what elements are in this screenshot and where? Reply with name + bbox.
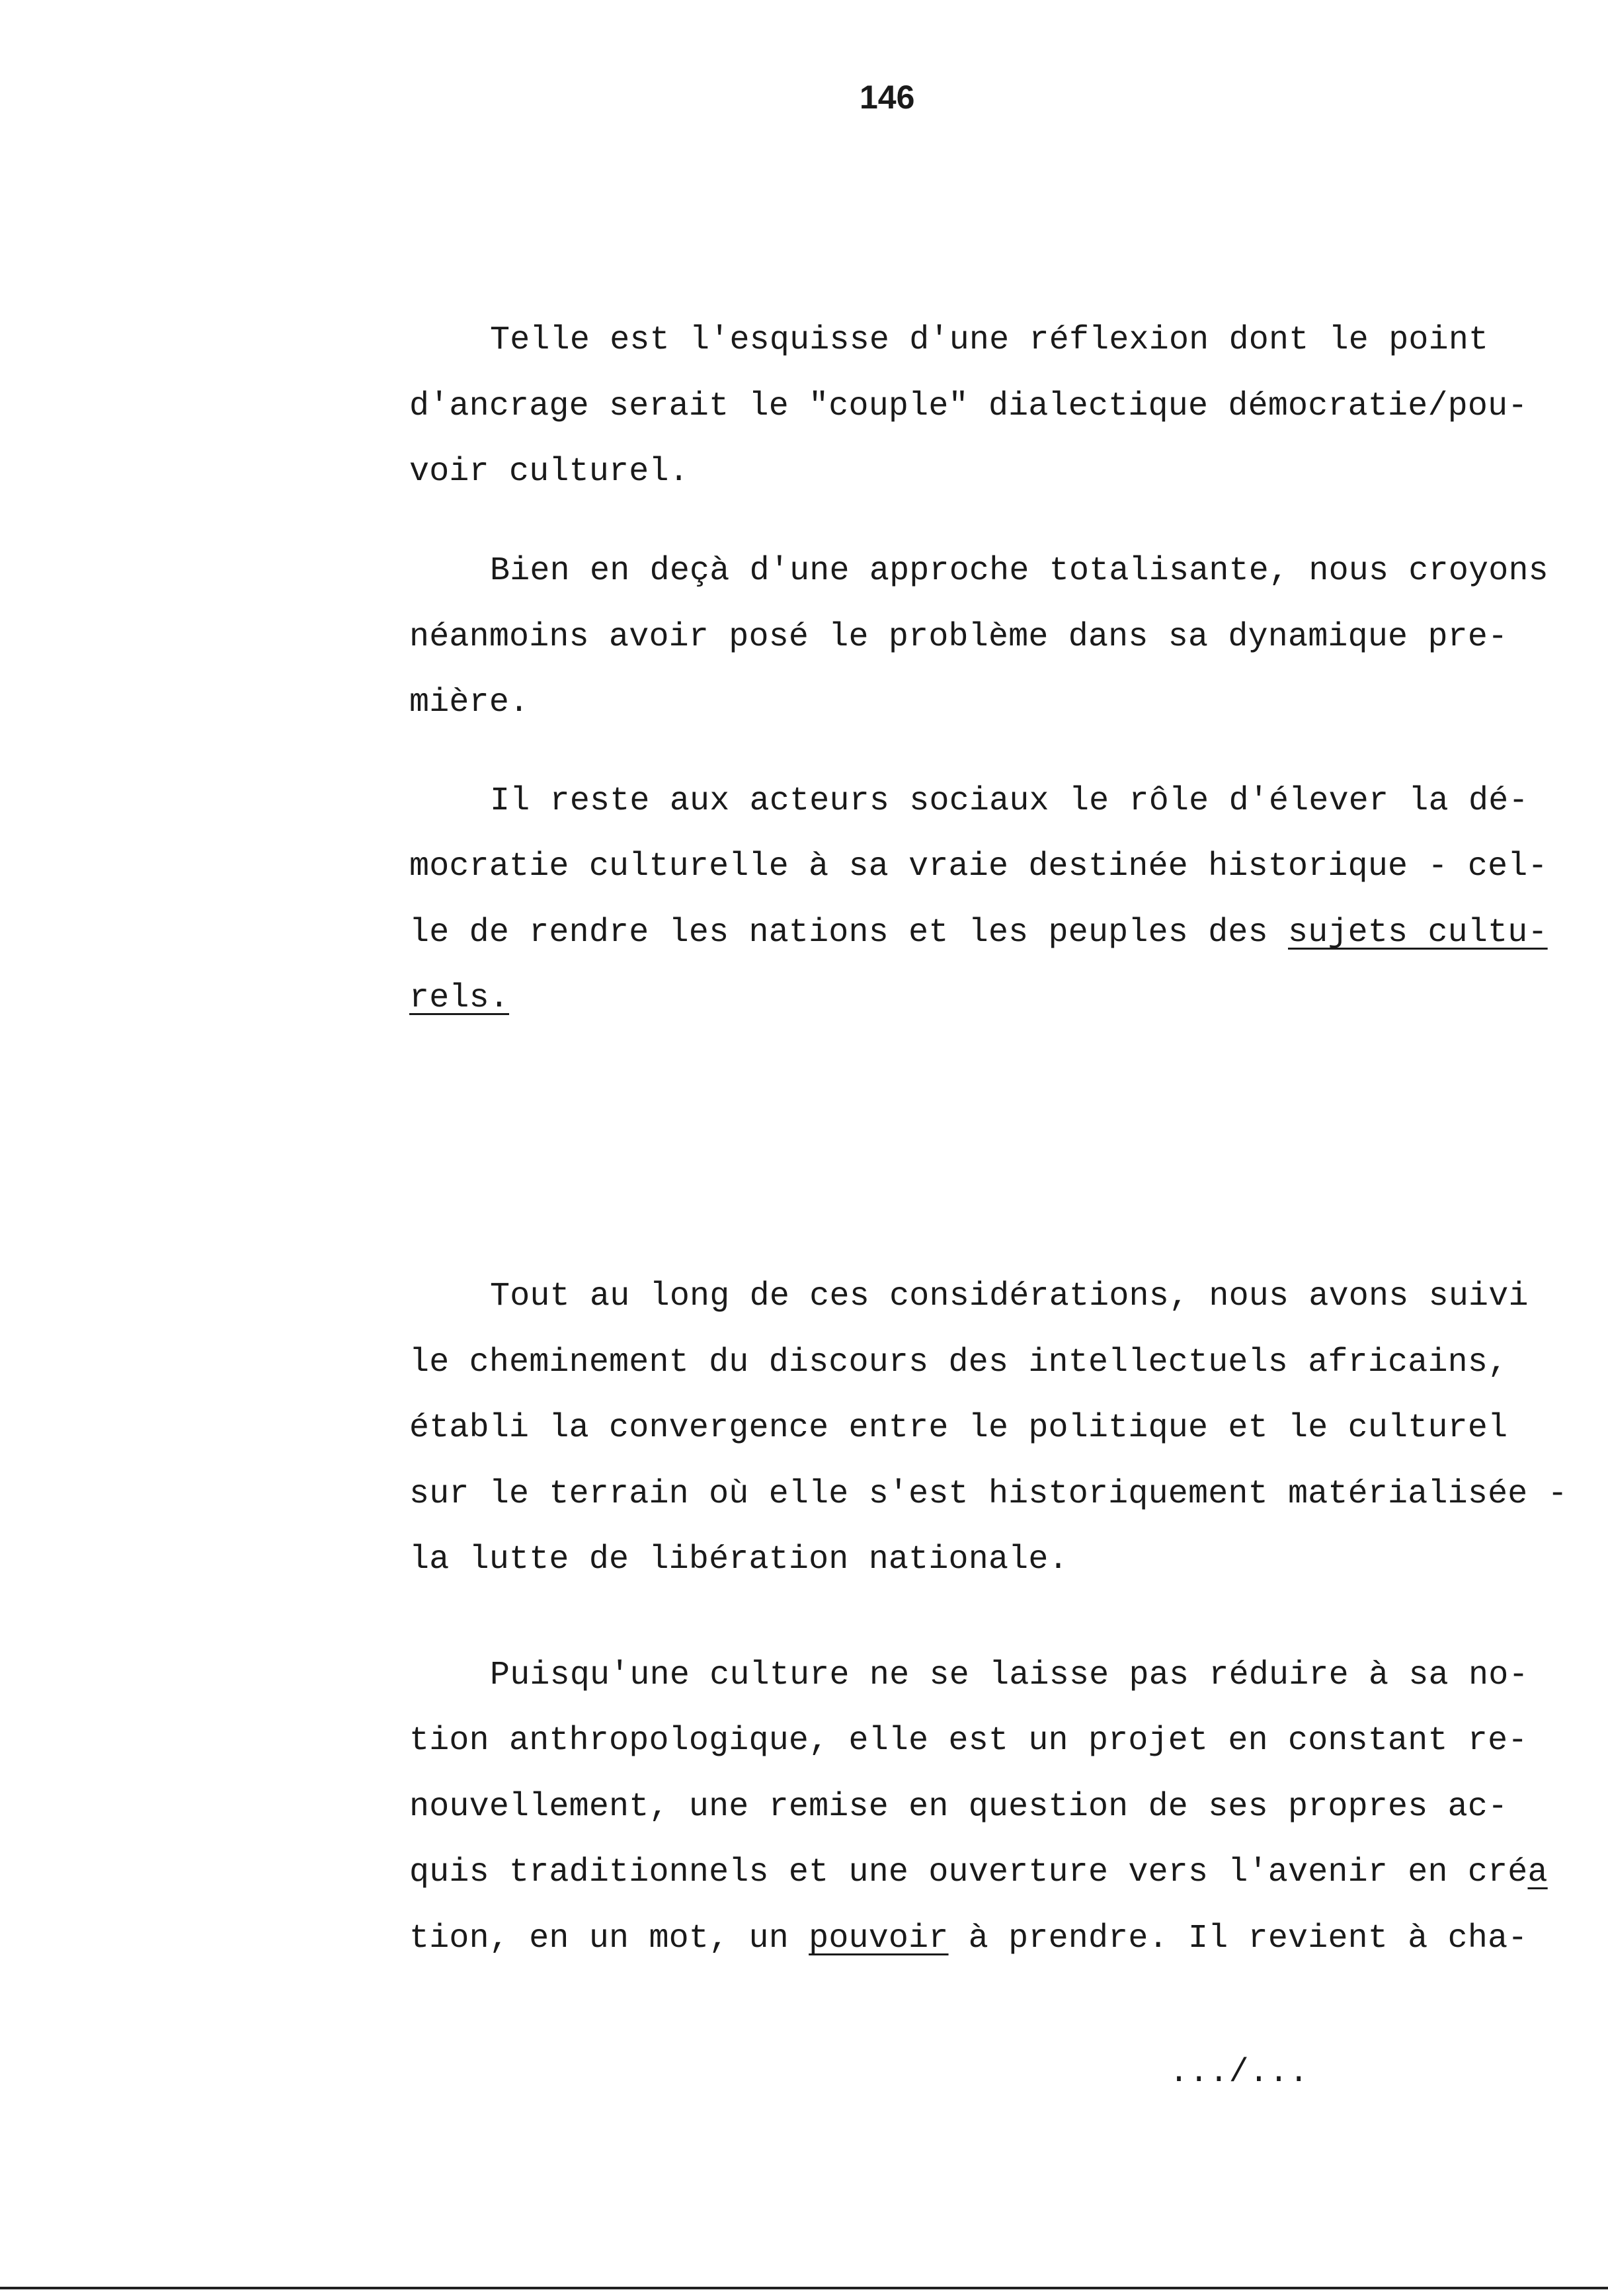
text-line: [490, 1277, 1529, 1317]
text-line: [490, 782, 1529, 821]
text-line: [409, 1787, 1508, 1827]
text-line: [409, 452, 689, 492]
text-segment: Puisqu'une culture ne se laisse pas réduire à sa no-: [490, 1657, 1529, 1694]
text-segment: Telle est l'esquisse d'une réflexion dont le point: [490, 321, 1489, 359]
text-segment: mocratie culturelle à sa vraie destinée historique - cel-: [409, 848, 1548, 885]
text-line: [409, 618, 1508, 657]
text-line: [409, 387, 1527, 427]
text-segment: voir culturel.: [409, 453, 689, 491]
page-number: 146: [860, 79, 915, 116]
text-segment: d'ancrage serait le "couple" dialectique démocratie/pou-: [409, 388, 1528, 425]
text-line: [409, 1540, 1068, 1580]
text-segment: à prendre. Il revient à cha-: [948, 1920, 1528, 1957]
page-bottom-rule: [0, 2287, 1608, 2289]
text-segment: Bien en deçà d'une approche totalisante, nous croyons: [490, 552, 1548, 590]
underlined-text: sujets cultu-: [1288, 914, 1548, 952]
text-line: [409, 683, 529, 723]
text-segment: néanmoins avoir posé le problème dans sa dynamique pre-: [409, 618, 1508, 656]
text-line: [409, 1721, 1527, 1761]
underlined-text: rels.: [409, 979, 510, 1017]
text-line: [409, 979, 509, 1018]
text-line: [490, 1656, 1529, 1696]
text-segment: Il reste aux acteurs sociaux le rôle d'élever la dé-: [490, 782, 1529, 820]
text-segment: nouvellement, une remise en question de ses propres ac-: [409, 1788, 1508, 1826]
text-line: [409, 1475, 1568, 1514]
text-line: [490, 321, 1488, 360]
text-segment: tion, en un mot, un: [409, 1920, 809, 1957]
text-line: [490, 552, 1548, 591]
text-segment: sur le terrain où elle s'est historiquement matérialisée -: [409, 1475, 1568, 1513]
text-segment: le cheminement du discours des intellectuels africains,: [409, 1344, 1508, 1381]
underlined-text: pouvoir: [809, 1920, 949, 1957]
text-segment: tion anthropologique, elle est un projet en constant re-: [409, 1722, 1528, 1760]
text-line: [409, 1409, 1508, 1448]
text-line: [409, 913, 1548, 953]
continuation-mark: .../...: [1169, 2054, 1309, 2092]
text-line: [409, 847, 1548, 887]
text-segment: Tout au long de ces considérations, nous avons suivi: [490, 1278, 1529, 1315]
text-segment: la lutte de libération nationale.: [409, 1541, 1068, 1578]
text-segment: le de rendre les nations et les peuples des: [409, 914, 1289, 952]
text-line: [409, 1343, 1508, 1383]
text-segment: établi la convergence entre le politique et le culturel: [409, 1409, 1508, 1447]
text-line: [409, 1919, 1528, 1959]
text-line: [409, 1853, 1548, 1893]
text-segment: quis traditionnels et une ouverture vers l'avenir en cré: [409, 1854, 1528, 1891]
underlined-text: a: [1527, 1854, 1548, 1891]
text-segment: mière.: [409, 684, 530, 721]
